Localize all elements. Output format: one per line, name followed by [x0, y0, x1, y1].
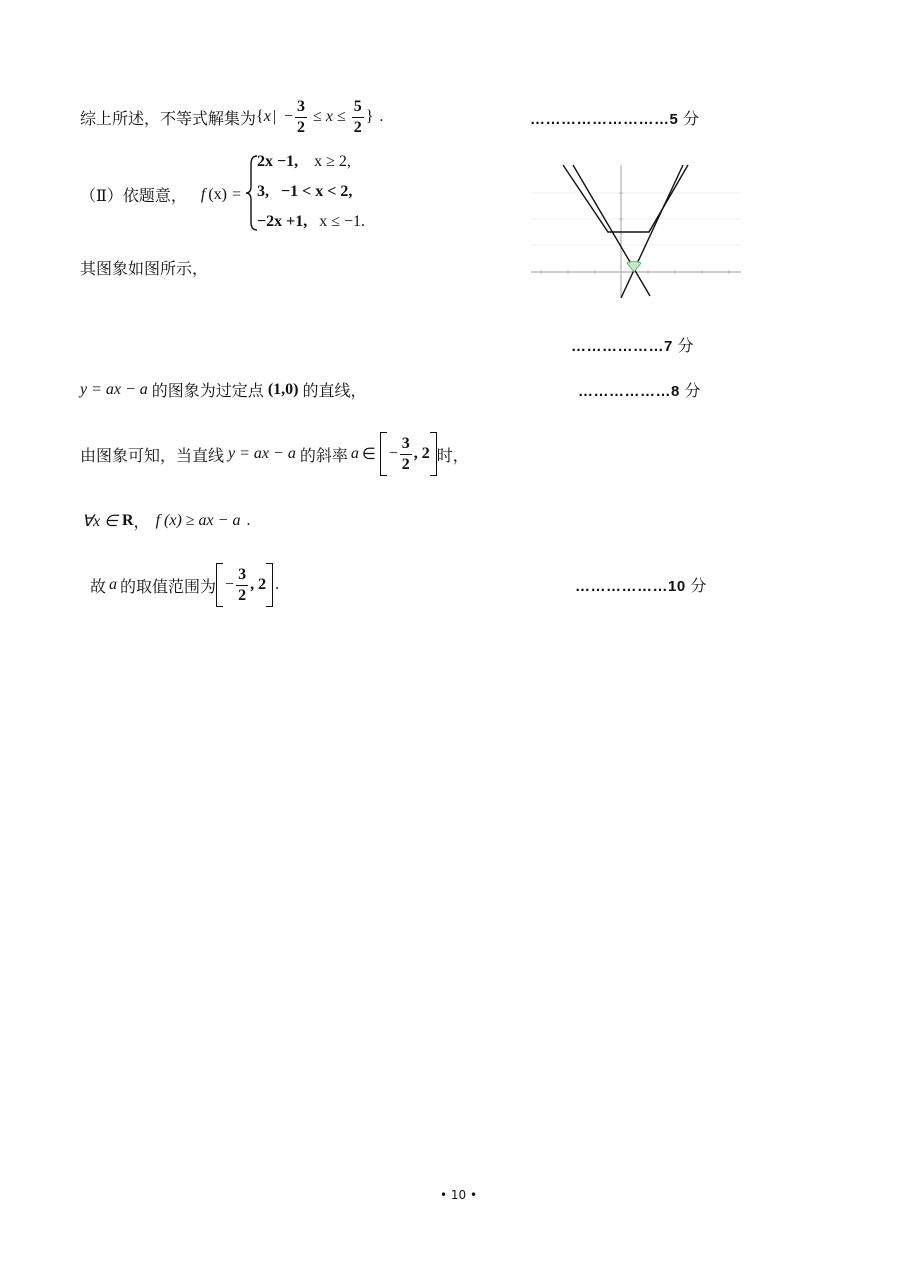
line-through-point — [80, 378, 366, 401]
conclusion-line — [90, 558, 279, 612]
right-bracket — [266, 563, 273, 607]
interval — [380, 432, 437, 476]
f-graph-line — [563, 165, 688, 232]
equals-sign: = — [232, 185, 242, 203]
forall-x: ∀x ∈ — [82, 512, 118, 530]
piece-expr: 3, — [257, 183, 269, 200]
fraction-5-2 — [352, 99, 364, 136]
fraction-numerator: 3 — [401, 434, 410, 452]
fixed-point: (1,0) — [267, 380, 299, 398]
piece-row — [257, 183, 352, 201]
le-sign: ≤ — [336, 108, 346, 125]
piece-row — [257, 153, 351, 171]
real-set: R — [121, 511, 134, 529]
fraction-numerator: 5 — [353, 97, 362, 115]
var-a: a — [350, 445, 359, 462]
minus-sign: − — [388, 445, 398, 462]
solution-set-line — [80, 92, 383, 142]
piece-row — [257, 213, 365, 231]
part2-label: （Ⅱ）依题意， — [80, 186, 187, 205]
score-10 — [575, 573, 707, 596]
piece-expr: 2x −1, — [257, 153, 299, 170]
set-bar: | — [272, 108, 277, 125]
piece-expr: −2x +1, — [257, 213, 308, 230]
score-8 — [578, 378, 701, 401]
var-a: a — [109, 576, 118, 593]
line-expr: y = ax − a — [228, 445, 296, 462]
part2-label-line — [80, 183, 241, 206]
func-arg: (x) — [208, 185, 227, 203]
solution-set-text: 综上所述，不等式解集为 — [80, 108, 257, 128]
line-y-ax-a-steep — [573, 165, 650, 296]
function-graph-figure — [531, 163, 741, 298]
left-bracket — [380, 432, 387, 476]
right-bracket — [430, 432, 437, 476]
score-unit: 分 — [683, 109, 700, 128]
fraction-denominator: 2 — [401, 455, 410, 473]
piece-cond: x ≥ 2, — [314, 153, 351, 170]
score-unit: 分 — [684, 381, 702, 400]
slope-condition-line — [80, 427, 469, 481]
score-dots: ………………10 — [575, 578, 686, 595]
slope-text: 时， — [436, 445, 469, 465]
forall-line — [82, 509, 250, 532]
score-unit: 分 — [677, 336, 695, 355]
line-text: 的图象为过定点 — [151, 381, 264, 400]
line-text: 的直线， — [302, 381, 367, 400]
element-of-sign: ∈ — [361, 446, 376, 463]
left-bracket — [216, 563, 223, 607]
score-5 — [530, 106, 700, 129]
angle-region — [627, 262, 641, 273]
fraction-numerator: 3 — [297, 97, 306, 115]
score-7 — [571, 333, 694, 356]
conclusion-text: 故 — [90, 576, 107, 596]
graph-caption: 其图象如图所示， — [80, 259, 209, 278]
fraction-denominator: 2 — [353, 118, 362, 136]
set-open-brace: { — [256, 108, 264, 125]
period: . — [275, 576, 280, 593]
piece-cond: x ≤ −1. — [319, 213, 366, 230]
fraction-3-2 — [400, 436, 412, 473]
line-expr: y = ax − a — [80, 380, 148, 398]
fraction-denominator: 2 — [297, 118, 306, 136]
inequality: f (x) ≥ ax − a — [155, 511, 241, 529]
interval — [216, 563, 273, 607]
score-dots: ………………………5 — [530, 111, 679, 128]
period: . — [246, 511, 251, 529]
score-dots: ………………8 — [578, 383, 680, 400]
fraction-numerator: 3 — [238, 565, 247, 583]
le-sign: ≤ — [313, 108, 322, 125]
fraction-denominator: 2 — [238, 586, 247, 604]
interval-upper: , 2 — [413, 445, 430, 462]
minus-sign: − — [284, 108, 294, 125]
slope-text: 的斜率 — [299, 445, 348, 465]
slope-text: 由图象可知，当直线 — [80, 445, 225, 465]
fraction-3-2 — [295, 99, 307, 136]
fraction-3-2 — [236, 567, 248, 604]
func-f: f — [200, 185, 206, 203]
set-close-brace: } — [365, 108, 374, 125]
score-dots: ………………7 — [571, 338, 673, 355]
page-number: • 10 • — [440, 1188, 478, 1202]
var-x: x — [325, 108, 333, 125]
separator: ， — [133, 512, 150, 531]
interval-upper: , 2 — [250, 576, 267, 593]
var-x: x — [263, 108, 271, 125]
minus-sign: − — [225, 576, 235, 593]
score-unit: 分 — [690, 576, 707, 595]
conclusion-text: 的取值范围为 — [120, 576, 217, 596]
piece-cond: −1 < x < 2, — [281, 183, 353, 200]
period: . — [379, 108, 384, 125]
